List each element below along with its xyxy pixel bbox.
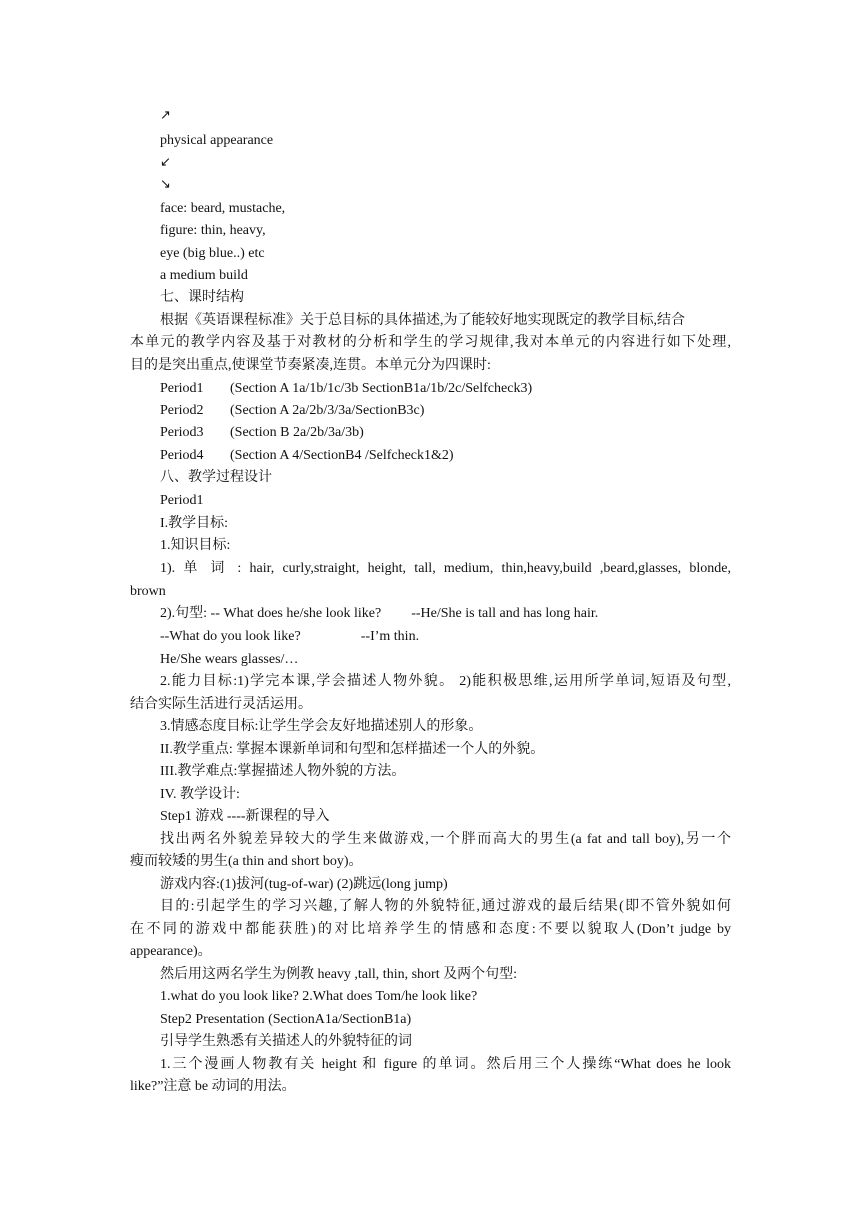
goal-heading: I.教学目标: xyxy=(160,516,229,531)
paragraph-line: appearance)。 xyxy=(130,944,212,959)
period-row xyxy=(160,402,424,420)
sentence-pattern-row xyxy=(160,605,598,623)
physical-appearance-text: physical appearance xyxy=(160,133,274,148)
period-name: Period3 xyxy=(160,425,204,440)
period-row xyxy=(160,380,532,398)
paragraph-line: 根据《英语课程标准》关于总目标的具体描述,为了能较好地实现既定的教学目标,结合 xyxy=(160,313,685,328)
arrow-up-icon: ↗ xyxy=(160,108,171,123)
paragraph-line: 目的是突出重点,使课堂节奏紧凑,连贯。本单元分为四课时: xyxy=(130,358,491,373)
period-detail: (Section B 2a/2b/3a/3b) xyxy=(230,425,364,440)
paragraph-line: 1.what do you look like? 2.What does Tom/he look like? xyxy=(160,989,478,1004)
section7-heading: 七、课时结构 xyxy=(160,290,244,305)
period1-title: Period1 xyxy=(160,493,204,508)
arrow-down-right-icon: ↘ xyxy=(160,177,171,192)
figure-text: figure: thin, heavy, xyxy=(160,223,266,238)
period-row xyxy=(160,447,454,465)
eye-text: eye (big blue..) etc xyxy=(160,246,265,261)
paragraph-line: 在不同的游戏中都能获胜)的对比培养学生的情感和态度:不要以貌取人(Don’t judge by xyxy=(130,922,731,937)
face-text: face: beard, mustache, xyxy=(160,201,286,216)
attitude-goal: 3.情感态度目标:让学生学会友好地描述别人的形象。 xyxy=(160,719,483,734)
paragraph-line: 找出两名外貌差异较大的学生来做游戏,一个胖而高大的男生(a fat and tall boy),另一个 xyxy=(160,832,731,847)
period-name: Period2 xyxy=(160,403,204,418)
sentence-pattern-row xyxy=(160,628,419,646)
period-name: Period1 xyxy=(160,381,204,396)
sentence-question: 2).句型: -- What does he/she look like? xyxy=(160,606,382,621)
paragraph-line: 本单元的教学内容及基于对教材的分析和学生的学习规律,我对本单元的内容进行如下处理, xyxy=(130,335,731,350)
sentence-answer: --I’m thin. xyxy=(360,629,420,644)
design-heading: IV. 教学设计: xyxy=(160,787,240,802)
step2-heading: Step2 Presentation (SectionA1a/SectionB1a) xyxy=(160,1012,412,1027)
period-row xyxy=(160,424,364,442)
ability-goal: 2.能力目标:1)学完本课,学会描述人物外貌。 2)能积极思维,运用所学单词,短语及句型, xyxy=(160,674,731,689)
period-detail: (Section A 2a/2b/3/3a/SectionB3c) xyxy=(230,403,425,418)
step1-heading: Step1 游戏 ----新课程的导入 xyxy=(160,809,330,824)
sentence-question: --What do you look like? xyxy=(160,629,301,644)
paragraph-line: 然后用这两名学生为例教 heavy ,tall, thin, short 及两个句型: xyxy=(160,967,517,982)
period-detail: (Section A 4/SectionB4 /Selfcheck1&2) xyxy=(230,448,454,463)
paragraph-line: 引导学生熟悉有关描述人的外貌特征的词 xyxy=(160,1034,412,1049)
ability-goal: 结合实际生活进行灵活运用。 xyxy=(130,697,312,712)
game-content: 游戏内容:(1)拔河(tug-of-war) (2)跳远(long jump) xyxy=(160,877,448,892)
period-name: Period4 xyxy=(160,448,204,463)
paragraph-line: 1.三个漫画人物教有关 height 和 figure 的单词。然后用三个人操练“What does he look xyxy=(160,1057,731,1072)
section8-heading: 八、教学过程设计 xyxy=(160,470,272,485)
key-points: II.教学重点: 掌握本课新单词和句型和怎样描述一个人的外貌。 xyxy=(160,742,545,757)
difficulty: III.教学难点:掌握描述人物外貌的方法。 xyxy=(160,764,406,779)
paragraph-line: 目的:引起学生的学习兴趣,了解人物的外貌特征,通过游戏的最后结果(即不管外貌如何 xyxy=(160,899,731,914)
arrow-down-left-icon: ↙ xyxy=(160,155,171,170)
vocab-line: brown xyxy=(130,584,166,599)
vocab-line: 1). 单 词 : hair, curly,straight, height, tall, medium, thin,heavy,build ,beard,glasses, blonde, xyxy=(160,561,731,576)
sentence-answer: --He/She is tall and has long hair. xyxy=(411,606,599,621)
paragraph-line: like?”注意 be 动词的用法。 xyxy=(130,1079,296,1094)
paragraph-line: 瘦而较矮的男生(a thin and short boy)。 xyxy=(130,854,363,869)
sentence-pattern-row: He/She wears glasses/… xyxy=(160,652,299,667)
knowledge-goal: 1.知识目标: xyxy=(160,538,231,553)
period-detail: (Section A 1a/1b/1c/3b SectionB1a/1b/2c/Selfcheck3) xyxy=(230,381,533,396)
medium-build-text: a medium build xyxy=(160,268,248,283)
